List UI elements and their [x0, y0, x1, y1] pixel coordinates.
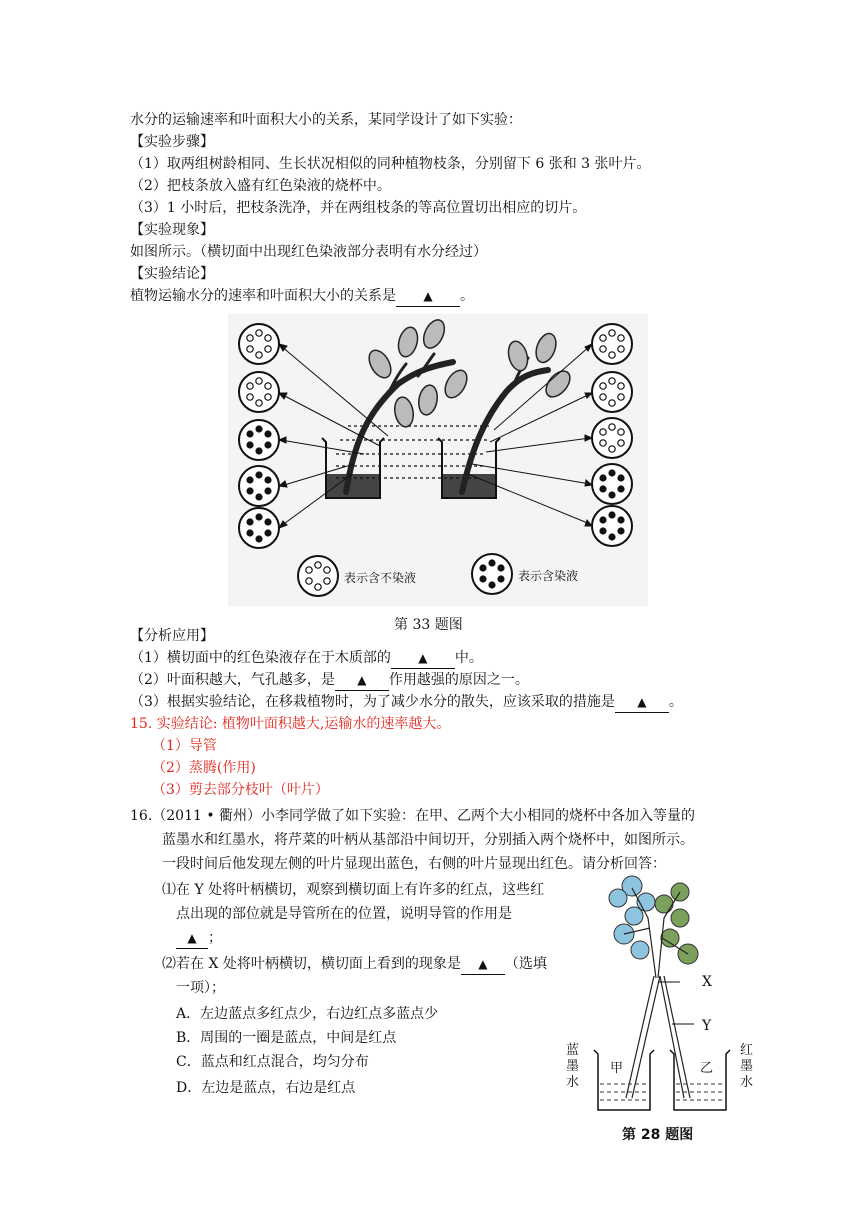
cross-section-dyed — [239, 466, 279, 506]
cross-section-dyed — [592, 464, 632, 504]
blank-marker: ▲ — [478, 957, 488, 971]
phenomenon-text: 如图所示。（横切面中出现红色染液部分表明有水分经过） — [130, 244, 487, 260]
q16-part1-line3 — [176, 928, 222, 949]
conclusion-heading: 【实验结论】 — [130, 266, 214, 282]
legend-undyed-label: 表示含不染液 — [344, 571, 417, 585]
p2-suffix: （选填 — [504, 956, 547, 972]
cross-section-undyed — [239, 324, 279, 364]
legend-undyed-icon — [298, 556, 338, 596]
figure-33-caption: 第 33 题图 — [394, 617, 463, 633]
cross-section-undyed — [592, 372, 632, 412]
answer-15-conclusion: 15. 实验结论: 植物叶面积越大,运输水的速率越大。 — [130, 716, 451, 732]
answer-15-1: （1）导管 — [152, 738, 217, 754]
option-b: B．周围的一圈是蓝点，中间是红点 — [176, 1030, 397, 1046]
answer-blank — [391, 648, 455, 669]
q1-suffix: 中。 — [454, 650, 483, 666]
q1-prefix: （1）横切面中的红色染液存在于木质部的 — [130, 650, 391, 666]
analysis-q3 — [130, 692, 683, 713]
q3-suffix: 。 — [668, 694, 683, 710]
answer-blank — [461, 954, 505, 975]
answer-blank — [335, 670, 389, 691]
step-1: （1）取两组树龄相同、生长状况相似的同种植物枝条，分别留下 6 张和 3 张叶片。 — [130, 156, 651, 172]
cross-section-undyed — [239, 372, 279, 412]
p2-prefix: ⑵若在 X 处将叶柄横切，横切面上看到的现象是 — [162, 956, 461, 972]
beaker-label-yi: 乙 — [700, 1061, 714, 1076]
analysis-heading: 【分析应用】 — [130, 628, 214, 644]
blank-marker: ▲ — [187, 931, 197, 945]
cross-section-undyed — [592, 324, 632, 364]
option-d: D．左边是蓝点，右边是红点 — [176, 1080, 356, 1096]
legend-dyed-icon — [472, 554, 512, 594]
step-3: （3）1 小时后，把枝条洗净，并在两组枝条的等高位置切出相应的切片。 — [130, 200, 587, 216]
q16-part2-line2: 一项）； — [176, 980, 225, 996]
step-2: （2）把枝条放入盛有红色染液的烧杯中。 — [130, 178, 391, 194]
analysis-q2 — [130, 670, 529, 691]
blank-marker: ▲ — [357, 673, 367, 687]
figure-28-caption: 第 28 题图 — [622, 1127, 694, 1143]
q2-suffix: 作用越强的原因之一。 — [388, 672, 529, 688]
blank-marker: ▲ — [418, 651, 428, 665]
answer-blank — [176, 928, 208, 949]
semicolon: ； — [208, 930, 222, 946]
cross-section-dyed — [239, 508, 279, 548]
blank-marker: ▲ — [637, 695, 647, 709]
q2-prefix: （2）叶面积越大，气孔越多，是 — [130, 672, 335, 688]
intro-text: 水分的运输速率和叶面积大小的关系，某同学设计了如下实验： — [130, 112, 522, 128]
answer-blank — [396, 286, 460, 307]
q16-line-3: 一段时间后他发现左侧的叶片显现出蓝色，右侧的叶片显现出红色。请分析回答： — [162, 856, 666, 872]
q16-part1-line1: ⑴在 Y 处将叶柄横切，观察到横切面上有许多的红点，这些红 — [162, 882, 545, 898]
label-y: Y — [702, 1018, 712, 1034]
figure-33 — [228, 314, 648, 606]
q16-part2-line1 — [162, 954, 547, 975]
conclusion-prefix: 植物运输水分的速率和叶面积大小的关系是 — [130, 288, 396, 304]
q3-prefix: （3）根据实验结论，在移栽植物时，为了减少水分的散失，应该采取的措施是 — [130, 694, 615, 710]
blank-marker: ▲ — [423, 289, 433, 303]
period: 。 — [460, 288, 474, 304]
cross-section-dyed — [592, 506, 632, 546]
label-x: X — [702, 974, 712, 990]
answer-15-2: （2）蒸腾(作用) — [152, 760, 256, 776]
steps-heading: 【实验步骤】 — [130, 134, 214, 150]
blue-ink-label-3: 水 — [566, 1075, 580, 1090]
legend-dyed-label: 表示含染液 — [518, 569, 579, 583]
q16-part1-line2: 点出现的部位就是导管所在的位置，说明导管的作用是 — [176, 906, 512, 922]
blue-ink-label-1: 蓝 — [566, 1043, 580, 1058]
beaker-label-jia: 甲 — [610, 1061, 624, 1076]
blue-ink-label-2: 墨 — [566, 1059, 580, 1074]
option-c: C．蓝点和红点混合，均匀分布 — [176, 1054, 369, 1070]
figure-28 — [560, 858, 770, 1120]
phenomenon-heading: 【实验现象】 — [130, 222, 214, 238]
option-a: A．左边蓝点多红点少，右边红点多蓝点少 — [176, 1006, 439, 1022]
answer-blank — [615, 692, 669, 713]
beaker-jia — [594, 1050, 654, 1110]
q16-line-2: 蓝墨水和红墨水，将芹菜的叶柄从基部沿中间切开，分别插入两个烧杯中，如图所示。 — [162, 832, 694, 848]
cross-section-undyed — [592, 418, 632, 458]
cross-section-dyed — [239, 420, 279, 460]
conclusion-question — [130, 286, 474, 307]
beaker-yi — [670, 1050, 730, 1110]
analysis-q1 — [130, 648, 483, 669]
red-ink-label-3: 水 — [740, 1075, 754, 1090]
red-ink-label-1: 红 — [740, 1043, 754, 1058]
answer-15-3: （3）剪去部分枝叶（叶片） — [152, 782, 329, 798]
red-ink-label-2: 墨 — [740, 1059, 754, 1074]
q16-line-1: 16.（2011 • 衢州）小李同学做了如下实验：在甲、乙两个大小相同的烧杯中各加入等量的 — [130, 808, 696, 824]
